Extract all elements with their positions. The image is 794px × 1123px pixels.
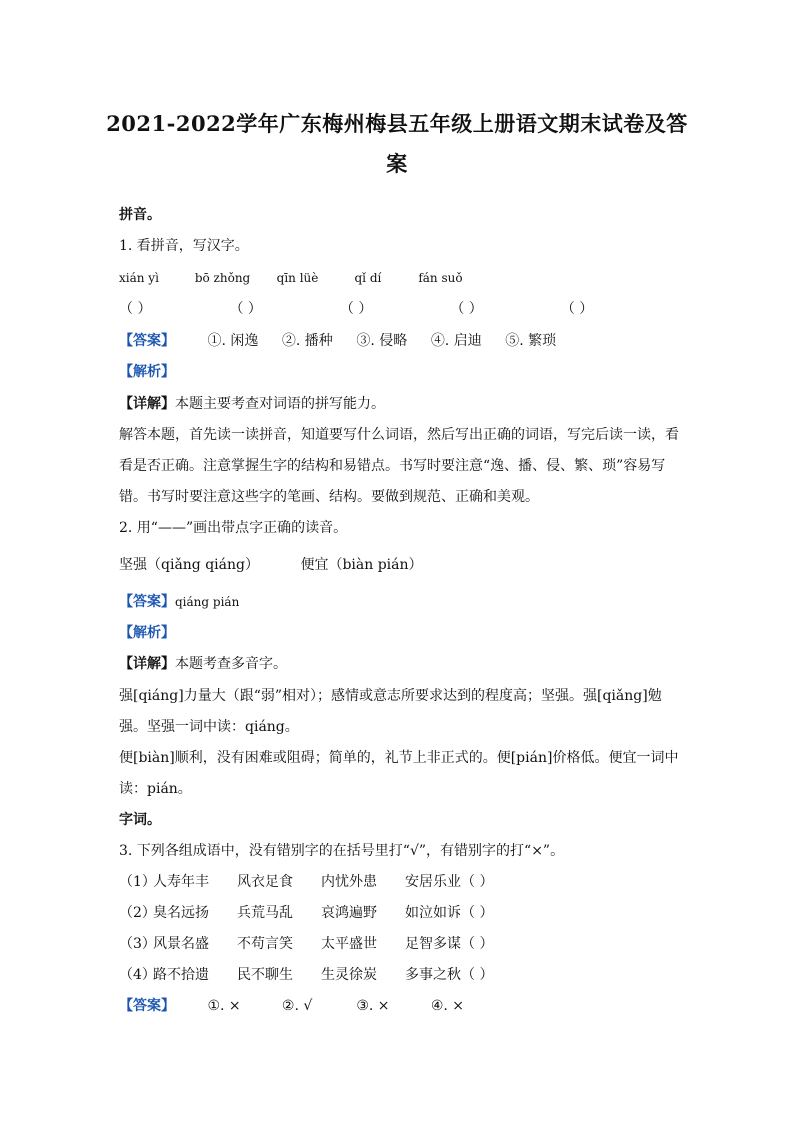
detail-tag: 【详解】 [119, 656, 175, 672]
question-1-stem: 1. 看拼音，写汉字。 [119, 238, 249, 254]
q3-answer-1: ①. × [207, 998, 241, 1014]
q1-pinyin-2: bō zhǒng [194, 271, 251, 285]
q3-row-number: （3） [119, 936, 156, 952]
q3-idiom: 兵荒马乱 [237, 905, 293, 921]
q3-idiom: 内忧外患 [321, 874, 377, 890]
q1-answer-2: ②. 播种 [281, 333, 333, 349]
section-heading-ciyu: 字词。 [119, 812, 161, 828]
q1-blanks-row [119, 299, 593, 319]
q1-answer-4: ④. 启迪 [430, 333, 482, 349]
answer-tag: 【答案】 [119, 594, 175, 610]
q3-idiom: 太平盛世 [321, 936, 377, 952]
q1-blank-3: （ ） [339, 301, 373, 317]
q1-blank-1: （ ） [119, 301, 152, 317]
analysis-tag: 【解析】 [119, 625, 175, 641]
q3-idiom-with-blank: 多事之秋（ ） [405, 967, 494, 983]
answer-tag: 【答案】 [119, 333, 175, 349]
q3-idiom: 路不拾遗 [153, 967, 209, 983]
q2-paragraph-line-4: 读：pián。 [119, 781, 192, 797]
q3-row-2 [119, 903, 493, 923]
q1-answer-5: ⑤. 繁琐 [505, 333, 557, 349]
q3-idiom: 民不聊生 [237, 967, 293, 983]
q1-pinyin-4: qǐ dí [354, 271, 382, 285]
q1-blank-2: （ ） [229, 301, 262, 317]
q2-item-1: 坚强（qiǎng qiáng） [119, 557, 259, 573]
q2-paragraph-line-1: 强[qiáng]力量大（跟“弱”相对）；感情或意志所要求达到的程度高；坚强。强[qiǎng]勉 [119, 688, 662, 704]
q1-paragraph-line-1: 解答本题，首先读一读拼音，知道要写什么词语，然后写出正确的词语，写完后读一读，看 [119, 427, 679, 443]
q3-answer-row [119, 996, 464, 1016]
q1-pinyin-3: qīn lüè [276, 271, 319, 285]
q1-paragraph-line-2: 看是否正确。注意掌握生字的结构和易错点。书写时要注意“逸、播、侵、繁、琐”容易写 [119, 458, 666, 474]
section-heading-pinyin: 拼音。 [119, 207, 161, 223]
q3-idiom: 臭名远扬 [153, 905, 209, 921]
q3-idiom: 不苟言笑 [237, 936, 293, 952]
q1-pinyin-5: fán suǒ [418, 271, 463, 285]
q1-blank-5: （ ） [560, 301, 594, 317]
q3-row-1 [119, 872, 493, 892]
q1-answer-row [119, 331, 556, 351]
q3-idiom-with-blank: 安居乐业（ ） [405, 874, 494, 890]
q2-answer: qiáng pián [175, 595, 240, 609]
q3-answer-4: ④. × [430, 998, 464, 1014]
q2-paragraph-line-3: 便[biàn]顺利，没有困难或阻碍；简单的，礼节上非正式的。便[pián]价格低。便宜一词中 [119, 750, 679, 766]
q2-paragraph-line-2: 强。坚强一词中读：qiáng。 [119, 719, 299, 735]
q3-idiom: 风景名盛 [153, 936, 209, 952]
q2-item-2: 便宜（biàn pián） [300, 557, 423, 573]
q3-idiom-with-blank: 如泣如诉（ ） [405, 905, 494, 921]
answer-tag: 【答案】 [119, 998, 175, 1014]
q2-answer-row [119, 592, 239, 612]
q3-row-number: （4） [119, 967, 156, 983]
q2-detail [119, 654, 287, 674]
question-3-stem: 3. 下列各组成语中，没有错别字的在括号里打“√”，有错别字的打“×”。 [119, 843, 565, 859]
q1-detail [119, 394, 385, 414]
analysis-tag: 【解析】 [119, 364, 175, 380]
q2-items-row [119, 555, 423, 575]
q1-answer-3: ③. 侵略 [356, 333, 408, 349]
detail-tag: 【详解】 [119, 396, 175, 412]
q3-row-number: （2） [119, 905, 156, 921]
q3-row-4 [119, 965, 493, 985]
q3-idiom: 生灵徐炭 [321, 967, 377, 983]
q3-idiom: 风衣足食 [237, 874, 293, 890]
q1-blank-4: （ ） [450, 301, 483, 317]
q3-idiom: 哀鸿遍野 [321, 905, 377, 921]
q3-idiom-with-blank: 足智多谋（ ） [405, 936, 494, 952]
q1-detail-text: 本题主要考查对词语的拼写能力。 [175, 396, 385, 412]
q3-idiom: 人寿年丰 [153, 874, 209, 890]
q1-answer-1: ①. 闲逸 [207, 333, 259, 349]
q1-pinyin-row [119, 268, 463, 288]
q1-paragraph-line-3: 错。书写时要注意这些字的笔画、结构。要做到规范、正确和美观。 [119, 489, 539, 505]
q2-detail-text: 本题考查多音字。 [175, 656, 287, 672]
q3-row-number: （1） [119, 874, 156, 890]
page-title: 2021-2022学年广东梅州梅县五年级上册语文期末试卷及答案 [106, 111, 688, 176]
q3-answer-2: ②. √ [281, 998, 313, 1014]
q3-row-3 [119, 934, 493, 954]
question-2-stem: 2. 用“——”画出带点字正确的读音。 [119, 520, 348, 536]
q1-pinyin-1: xián yì [119, 271, 159, 285]
q3-answer-3: ③. × [356, 998, 390, 1014]
